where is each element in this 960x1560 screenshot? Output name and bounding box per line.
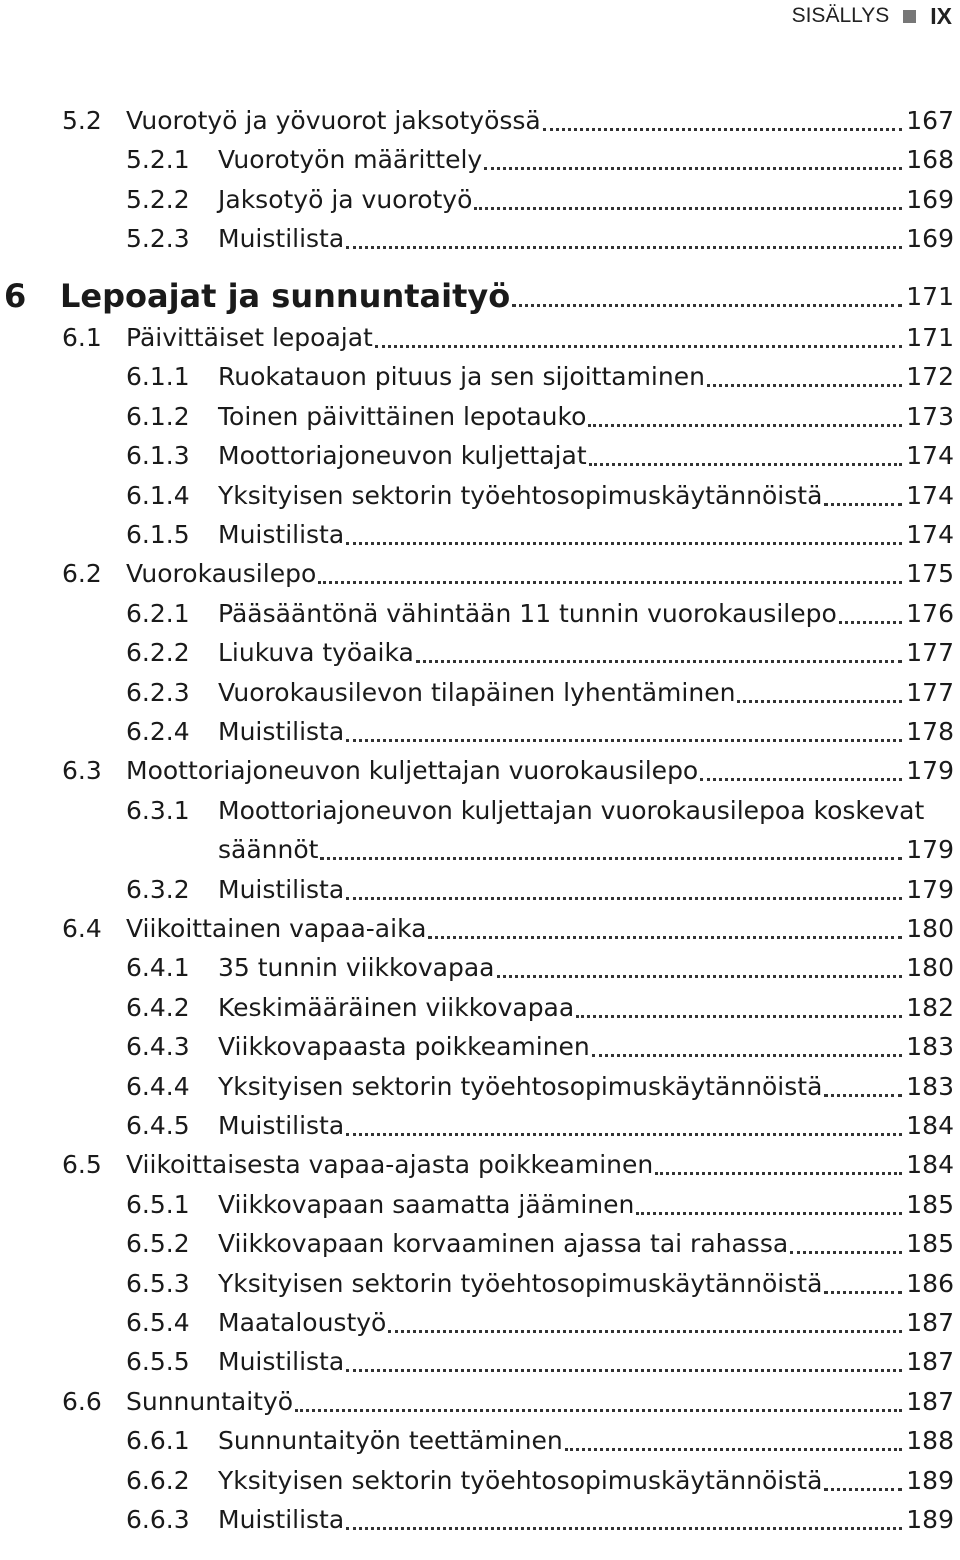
toc-entry-title: Ruokatauon pituus ja sen sijoittaminen <box>218 362 705 392</box>
dot-leader <box>707 357 902 387</box>
toc-entry-body <box>126 101 954 140</box>
toc-entry-body <box>218 397 954 436</box>
toc-entry-body <box>218 515 954 554</box>
toc-entry-page: 174 <box>906 520 954 549</box>
dot-leader <box>428 909 902 939</box>
dot-leader <box>346 219 902 249</box>
toc-entry-number: 6.1.4 <box>126 480 190 510</box>
dot-leader <box>839 594 903 624</box>
toc-entry[interactable] <box>0 357 954 396</box>
toc-entry-number: 6 <box>4 276 27 315</box>
toc-entry-body <box>218 948 954 987</box>
dot-leader <box>824 1067 902 1097</box>
toc-entry-title: Vuorokausilevon tilapäinen lyhentäminen <box>218 677 736 707</box>
toc-entry-page: 179 <box>906 874 954 904</box>
toc-entry-body <box>218 633 954 672</box>
toc-entry-title: Keskimääräinen viikkovapaa <box>218 992 575 1022</box>
toc-entry-page: 187 <box>906 1386 954 1416</box>
dot-leader <box>824 1461 902 1491</box>
toc-entry-title: Lepoajat ja sunnuntaityö <box>60 276 511 315</box>
toc-entry-title: Muistilista <box>218 874 345 904</box>
toc-entry-body <box>218 1067 954 1106</box>
toc-entry-title: Jaksotyö ja vuorotyö <box>218 184 473 214</box>
toc-entry[interactable] <box>0 712 954 751</box>
toc-entry-page: 185 <box>906 1229 954 1259</box>
toc-entry[interactable] <box>0 101 954 140</box>
dot-leader <box>346 1106 902 1136</box>
dot-leader <box>636 1185 902 1215</box>
toc-entry-page: 187 <box>906 1347 954 1377</box>
toc-entry[interactable] <box>0 1027 954 1066</box>
toc-entry-number: 6.5.3 <box>126 1268 190 1298</box>
dot-leader <box>655 1145 902 1175</box>
toc-entry-page: 171 <box>906 323 954 352</box>
toc-entry-title: Vuorokausilepo <box>126 559 317 589</box>
dot-leader <box>497 948 903 978</box>
toc-entry-body <box>60 277 954 316</box>
toc-entry-number: 6.4.2 <box>126 992 190 1022</box>
page-number: IX <box>930 2 952 29</box>
toc-entry-page: 169 <box>906 184 954 214</box>
toc-entry[interactable] <box>0 1145 954 1184</box>
toc-entry[interactable] <box>0 594 954 633</box>
dot-leader <box>318 554 902 584</box>
toc-entry-title: Liukuva työaika <box>218 638 414 668</box>
toc-entry[interactable] <box>0 476 954 515</box>
running-header <box>792 0 952 32</box>
toc-entry-number: 6.4.1 <box>126 953 190 983</box>
toc-entry[interactable] <box>0 909 954 948</box>
toc-entry-number: 6.2.4 <box>126 717 190 746</box>
toc-entry[interactable] <box>0 1303 954 1342</box>
toc-entry-page: 177 <box>906 677 954 707</box>
toc-entry-title: Viikkovapaasta poikkeaminen <box>218 1032 590 1062</box>
toc-entry-page: 174 <box>906 441 954 471</box>
toc-entry-page: 180 <box>906 914 954 943</box>
square-bullet-icon <box>903 10 916 23</box>
toc-entry-body <box>126 1145 954 1184</box>
dot-leader <box>737 673 902 703</box>
toc-entry-number: 6.3.2 <box>126 874 190 904</box>
toc-entry-number: 6.4 <box>62 914 102 943</box>
toc-entry-title: Vuorotyö ja yövuorot jaksotyössä <box>126 106 541 135</box>
toc-entry-body <box>126 751 954 790</box>
toc-entry-body <box>126 909 954 948</box>
toc-entry-number: 6.3.1 <box>126 795 190 825</box>
toc-entry-page: 183 <box>906 1032 954 1062</box>
dot-leader <box>700 751 902 781</box>
dot-leader <box>346 515 902 545</box>
toc-entry-body <box>218 1264 954 1303</box>
toc-entry[interactable] <box>0 1264 954 1303</box>
toc-entry-body <box>218 1224 954 1263</box>
toc-entry-continuation[interactable] <box>0 830 954 869</box>
toc-entry-page: 174 <box>906 480 954 510</box>
dot-leader <box>790 1224 902 1254</box>
dot-leader <box>592 1027 903 1057</box>
toc-entry-body <box>218 673 954 712</box>
toc-entry-title: Moottoriajoneuvon kuljettajan vuorokausilepo <box>126 756 699 786</box>
toc-entry-body <box>218 476 954 515</box>
toc-entry-title: Moottoriajoneuvon kuljettajan vuorokausilepoa koskevat <box>218 795 925 825</box>
toc-entry-body <box>218 140 954 179</box>
section-label: SISÄLLYS <box>791 4 890 27</box>
toc-entry[interactable] <box>0 1224 954 1263</box>
dot-leader <box>388 1303 902 1333</box>
toc-entry-title: Yksityisen sektorin työehtosopimuskäytännöistä <box>218 1071 823 1101</box>
toc-entry-title: Viikoittainen vapaa-aika <box>126 914 427 943</box>
toc-entry-number: 6.1 <box>62 323 102 352</box>
dot-leader <box>824 476 902 506</box>
toc-entry[interactable] <box>0 1500 954 1539</box>
toc-entry-page: 188 <box>906 1426 954 1456</box>
toc-entry-number: 6.2 <box>62 559 102 589</box>
toc-entry-number: 6.5.4 <box>126 1308 190 1337</box>
toc-entry-number: 6.5.2 <box>126 1229 190 1259</box>
toc-entry-title: Muistilista <box>218 520 345 549</box>
toc-entry[interactable] <box>0 673 954 712</box>
dot-leader <box>320 830 902 860</box>
toc-entry-title: Viikkovapaan saamatta jääminen <box>218 1189 635 1219</box>
toc-entry-body <box>126 1382 954 1421</box>
toc-entry-body <box>218 1342 954 1381</box>
toc-entry-page: 169 <box>906 224 954 254</box>
toc-entry-title: Muistilista <box>218 224 345 254</box>
toc-entry-page: 173 <box>906 401 954 431</box>
toc-entry-title: Moottoriajoneuvon kuljettajat <box>218 441 587 471</box>
toc-entry-number: 6.2.3 <box>126 677 190 707</box>
toc-entry[interactable] <box>0 277 954 316</box>
toc-entry-page: 179 <box>906 756 954 786</box>
toc-entry-body <box>218 1421 954 1460</box>
dot-leader <box>543 101 903 131</box>
toc-entry-title: Muistilista <box>218 717 345 746</box>
dot-leader <box>588 397 902 427</box>
toc-entry[interactable] <box>0 751 954 790</box>
toc-entry-title: Muistilista <box>218 1347 345 1377</box>
toc-entry-title: Sunnuntaityö <box>126 1386 294 1416</box>
toc-entry-title: Sunnuntaityön teettäminen <box>218 1426 563 1456</box>
toc-entry[interactable] <box>0 1067 954 1106</box>
toc-entry-number: 6.6.3 <box>126 1505 190 1534</box>
toc-entry-title: Maataloustyö <box>218 1308 387 1337</box>
dot-leader <box>512 277 902 307</box>
toc-entry-body <box>218 1500 954 1539</box>
toc-entry[interactable] <box>0 1421 954 1460</box>
dot-leader <box>576 988 902 1018</box>
toc-entry[interactable] <box>0 1342 954 1381</box>
toc-entry-body <box>218 1185 954 1224</box>
toc-entry-number: 6.5.1 <box>126 1189 190 1219</box>
toc-entry-number: 6.3 <box>62 756 102 786</box>
toc-entry-body <box>218 1303 954 1342</box>
toc-entry[interactable] <box>0 633 954 672</box>
toc-entry-number: 5.2 <box>62 106 102 135</box>
toc-entry-page: 184 <box>906 1150 954 1180</box>
toc-entry-body <box>218 219 954 258</box>
toc-entry-body <box>218 436 954 475</box>
toc-entry-page: 176 <box>906 598 954 628</box>
toc-entry[interactable] <box>0 1106 954 1145</box>
toc-entry-number: 6.6.1 <box>126 1426 190 1456</box>
toc-entry-title: Pääsääntönä vähintään 11 tunnin vuorokausilepo <box>218 598 837 628</box>
toc-entry-number: 6.2.2 <box>126 638 190 668</box>
toc-entry-page: 171 <box>906 281 954 311</box>
toc-entry-body <box>218 1027 954 1066</box>
toc-entry-page: 185 <box>906 1189 954 1219</box>
toc-entry-title: Toinen päivittäinen lepotauko <box>218 401 587 431</box>
toc-entry-page: 177 <box>906 638 954 668</box>
toc-entry-page: 186 <box>906 1268 954 1298</box>
toc-entry-number: 6.6 <box>62 1386 102 1416</box>
toc-entry-number: 6.4.5 <box>126 1111 190 1140</box>
toc-entry-number: 5.2.2 <box>126 184 190 214</box>
toc-entry-title: Muistilista <box>218 1111 345 1140</box>
toc-entry-title: Yksityisen sektorin työehtosopimuskäytännöistä <box>218 1268 823 1298</box>
toc-entry-body <box>218 830 954 869</box>
toc-entry-page: 183 <box>906 1071 954 1101</box>
toc-entry[interactable] <box>0 870 954 909</box>
toc-entry-page: 182 <box>906 992 954 1022</box>
toc-entry-number: 6.4.4 <box>126 1071 190 1101</box>
toc-entry-number: 6.1.1 <box>126 362 190 392</box>
toc-entry-title: Yksityisen sektorin työehtosopimuskäytännöistä <box>218 480 823 510</box>
toc-entry[interactable] <box>0 948 954 987</box>
toc-entry-title: Päivittäiset lepoajat <box>126 323 373 352</box>
toc-entry[interactable] <box>0 554 954 593</box>
toc-entry-number: 5.2.3 <box>126 224 190 254</box>
toc-entry-page: 187 <box>906 1308 954 1337</box>
toc-entry-title: Yksityisen sektorin työehtosopimuskäytännöistä <box>218 1465 823 1495</box>
toc-entry[interactable] <box>0 1461 954 1500</box>
toc-entry-title: Viikoittaisesta vapaa-ajasta poikkeaminen <box>126 1150 654 1180</box>
toc-entry-page: 179 <box>906 835 954 865</box>
toc-entry-body <box>126 554 954 593</box>
toc-entry-page: 184 <box>906 1111 954 1140</box>
dot-leader <box>416 633 902 663</box>
dot-leader <box>565 1421 903 1451</box>
toc-entry[interactable] <box>0 397 954 436</box>
toc-entry[interactable] <box>0 791 954 830</box>
dot-leader <box>484 140 902 170</box>
toc-entry-body <box>218 357 954 396</box>
toc-entry-number: 6.1.5 <box>126 520 190 549</box>
toc-entry-title: Vuorotyön määrittely <box>218 145 483 175</box>
toc-entry[interactable] <box>0 436 954 475</box>
dot-leader <box>375 318 902 348</box>
toc-entry-number: 6.1.3 <box>126 441 190 471</box>
toc-entry-title: Muistilista <box>218 1505 345 1534</box>
toc-entry-page: 172 <box>906 362 954 392</box>
dot-leader <box>346 1342 902 1372</box>
toc-entry-number: 5.2.1 <box>126 145 190 175</box>
toc-entry-body <box>218 1106 954 1145</box>
toc-entry[interactable] <box>0 140 954 179</box>
toc-entry-number: 6.5.5 <box>126 1347 190 1377</box>
toc-entry-body <box>218 712 954 751</box>
toc-entry-body <box>218 791 954 830</box>
toc-entry-page: 167 <box>906 106 954 135</box>
toc-entry[interactable] <box>0 318 954 357</box>
toc-entry[interactable] <box>0 515 954 554</box>
toc-entry[interactable] <box>0 219 954 258</box>
toc-entry[interactable] <box>0 180 954 219</box>
toc-entry-page: 175 <box>906 559 954 589</box>
toc-entry[interactable] <box>0 1185 954 1224</box>
toc-entry-page: 189 <box>906 1505 954 1534</box>
toc-entry-number: 6.5 <box>62 1150 102 1180</box>
dot-leader <box>346 870 902 900</box>
toc-entry-title-continued: säännöt <box>218 835 319 865</box>
toc-entry-number: 6.6.2 <box>126 1465 190 1495</box>
toc-entry-body <box>218 870 954 909</box>
toc-entry-body <box>218 594 954 633</box>
dot-leader <box>474 180 902 210</box>
toc-entry-page: 178 <box>906 717 954 746</box>
toc-entry-page: 168 <box>906 145 954 175</box>
toc-entry-number: 6.1.2 <box>126 401 190 431</box>
toc-entry[interactable] <box>0 988 954 1027</box>
toc-entry-body <box>218 180 954 219</box>
toc-entry-body <box>218 988 954 1027</box>
dot-leader <box>295 1382 902 1412</box>
toc-entry-title: 35 tunnin viikkovapaa <box>218 953 495 983</box>
dot-leader <box>346 712 902 742</box>
toc-entry-page: 189 <box>906 1465 954 1495</box>
toc-entry-title: Viikkovapaan korvaaminen ajassa tai rahassa <box>218 1229 789 1259</box>
dot-leader <box>824 1264 902 1294</box>
dot-leader <box>589 436 903 466</box>
toc-entry[interactable] <box>0 1382 954 1421</box>
toc-entry-number: 6.2.1 <box>126 598 190 628</box>
toc-entry-page: 180 <box>906 953 954 983</box>
toc-entry-body <box>218 1461 954 1500</box>
toc-entry-body <box>126 318 954 357</box>
dot-leader <box>346 1500 902 1530</box>
toc-entry-number: 6.4.3 <box>126 1032 190 1062</box>
